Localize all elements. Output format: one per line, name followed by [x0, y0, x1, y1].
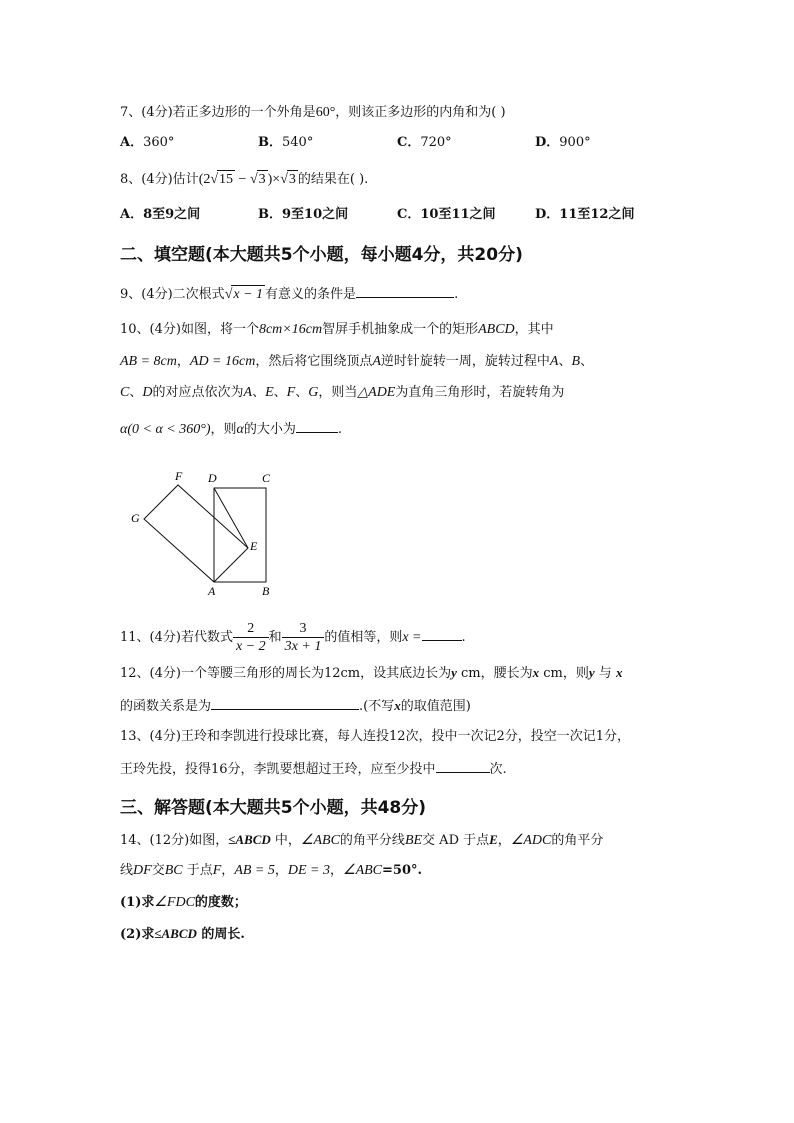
- question-14-part-1: [120, 894, 247, 912]
- q12-var: x: [615, 665, 623, 680]
- q14-math: AB = 5: [234, 863, 275, 878]
- rectangle-aefg: [144, 485, 248, 582]
- q8-minus: −: [235, 172, 250, 187]
- q8-radicand-2: 3: [258, 172, 266, 187]
- question-13-line-2: [120, 759, 507, 779]
- q10-math: G: [308, 385, 319, 400]
- q12-answer-blank[interactable]: [211, 696, 359, 710]
- section-2-title: 二、填空题(本大题共5个小题，每小题4分，共20分): [120, 245, 523, 265]
- label-e: E: [250, 539, 258, 553]
- q7-option-c: [397, 134, 452, 152]
- fraction-numerator: 2: [233, 620, 269, 638]
- q11-fraction-1: [233, 620, 269, 655]
- q12-text: 的函数关系是为: [120, 699, 212, 714]
- q7-text-end: ，则该正多边形的内角和为( ): [335, 105, 506, 120]
- question-8: [120, 170, 368, 189]
- option-letter: D．: [535, 207, 560, 222]
- label-f: F: [175, 469, 183, 483]
- option-value: 540°: [282, 135, 314, 150]
- q8-expr-close: )×: [267, 172, 281, 187]
- q10-math: ABCD: [478, 322, 515, 337]
- q12-var: y: [451, 665, 457, 680]
- q11-answer-blank[interactable]: [422, 627, 462, 641]
- q10-math: α: [236, 422, 244, 437]
- option-letter: C．: [397, 207, 421, 222]
- label-b: B: [262, 584, 270, 598]
- fraction-numerator: 3: [282, 620, 325, 638]
- option-letter: C．: [397, 135, 421, 150]
- q14-text: ，: [274, 863, 288, 878]
- q10-math: A: [243, 385, 253, 400]
- q14-text: (1)求: [120, 895, 155, 910]
- question-10-line-2: [120, 353, 593, 371]
- q14-math: F: [212, 863, 222, 878]
- label-c: C: [262, 471, 271, 485]
- option-value: 8至9之间: [143, 207, 201, 222]
- q14-math: ∠ADC: [510, 833, 552, 848]
- q10-answer-blank[interactable]: [296, 419, 338, 433]
- q8-option-a: [120, 206, 200, 224]
- fraction-denominator: x − 2: [235, 639, 266, 654]
- section-3-title: 三、解答题(本大题共5个小题，共48分): [120, 798, 427, 818]
- segment-de: [214, 488, 248, 548]
- q8-text: 8、(4分)估计: [120, 172, 199, 187]
- q10-text: 、: [273, 385, 287, 400]
- q14-text: 交: [151, 863, 165, 878]
- q14-math: ∠ABC: [300, 833, 340, 848]
- option-value: 10至11之间: [420, 207, 496, 222]
- q13-text: 次.: [489, 762, 507, 777]
- q10-text: ，则当: [318, 385, 358, 400]
- q11-text: 的值相等，则: [324, 630, 403, 645]
- q14-text: 的角平分线: [339, 833, 405, 848]
- q10-text: 、: [129, 385, 143, 400]
- q14-text: 线: [120, 863, 134, 878]
- q10-text: ，则: [210, 422, 237, 437]
- q11-text: 11、(4分)若代数式: [120, 630, 233, 645]
- q9-answer-blank[interactable]: [356, 284, 454, 298]
- q10-text: 智屏手机抽象成一个的矩形: [322, 322, 479, 337]
- q14-math: BC: [164, 863, 183, 878]
- q14-math: ∠FDC: [154, 895, 195, 910]
- option-letter: D．: [535, 135, 560, 150]
- q10-text: ，其中: [514, 322, 554, 337]
- q10-math: 8cm×16cm: [258, 322, 323, 337]
- q14-math: ≤ABCD: [154, 926, 197, 941]
- option-value: 11至12之间: [559, 207, 635, 222]
- q10-math: D: [142, 385, 153, 400]
- q8-expression: (2√15 − √3 )×√3: [198, 172, 296, 187]
- question-10-line-4: [120, 419, 342, 439]
- q12-text: 12、(4分)一个等腰三角形的周长为12cm，设其底边长为: [120, 666, 452, 681]
- q10-math: B: [571, 354, 581, 369]
- q10-text: 逆时针旋转一周，旋转过程中: [380, 354, 550, 369]
- q9-radicand: x − 1: [233, 287, 264, 302]
- q10-math: △ADE: [357, 385, 396, 400]
- q8-option-b: [258, 206, 348, 224]
- q14-math: DE = 3: [287, 863, 330, 878]
- q12-text: cm，则: [539, 666, 589, 681]
- q7-option-d: [535, 134, 591, 152]
- q10-text: 、: [295, 385, 309, 400]
- q12-text: 与: [594, 666, 616, 681]
- option-letter: A．: [120, 135, 144, 150]
- question-7: [120, 104, 506, 122]
- option-value: 900°: [559, 135, 591, 150]
- question-10-line-3: [120, 384, 564, 402]
- q10-math: E: [265, 385, 274, 400]
- question-12-line-1: [120, 664, 622, 683]
- q13-text: 王玲先投，投得16分，李凯要想超过王玲，应至少投中: [120, 762, 436, 777]
- q12-text: .(不写: [359, 699, 395, 714]
- label-d: D: [208, 471, 217, 485]
- q8-option-c: [397, 206, 496, 224]
- q9-end: .: [454, 287, 459, 302]
- question-14-line-2: [120, 862, 422, 880]
- q13-answer-blank[interactable]: [436, 759, 490, 773]
- q11-end: .: [461, 630, 466, 645]
- q14-text: 于点: [182, 863, 213, 878]
- q10-math: F: [286, 385, 296, 400]
- option-letter: B．: [258, 135, 282, 150]
- q10-text: ，然后将它围绕顶点: [255, 354, 373, 369]
- question-14-line-1: [120, 831, 603, 850]
- question-10-line-1: [120, 321, 554, 339]
- q7-option-b: [258, 134, 313, 152]
- q8-radicand-1: 15: [219, 172, 234, 187]
- q9-radical: √x − 1: [224, 287, 264, 302]
- q10-text: ，: [176, 354, 190, 369]
- question-12-line-2: [120, 696, 471, 716]
- q14-text: 的角平分: [551, 833, 604, 848]
- q7-angle: 60°: [315, 105, 336, 120]
- question-13-line-1: 13、(4分)王玲和李凯进行投球比赛，每人连投12次，投中一次记2分，投空一次记1分，: [120, 729, 631, 744]
- label-a: A: [208, 584, 216, 598]
- q10-math: A: [372, 354, 381, 369]
- q14-text: 的周长.: [196, 927, 245, 942]
- q14-text: 中，: [270, 833, 301, 848]
- q8-radicand-3: 3: [288, 172, 296, 187]
- q14-math: DF: [133, 863, 152, 878]
- q10-figure: [120, 462, 290, 602]
- q14-text: 交 AD 于点: [422, 833, 490, 848]
- question-9: [120, 284, 458, 304]
- q10-text: 10、(4分)如图，将一个: [120, 322, 259, 337]
- q9-text: 9、(4分)二次根式: [120, 287, 225, 302]
- q14-text: =50°.: [382, 863, 423, 878]
- q7-text: 7、(4分)若正多边形的一个外角是: [120, 105, 316, 120]
- q12-var: x: [532, 665, 540, 680]
- q14-math: E: [489, 832, 498, 847]
- option-value: 9至10之间: [282, 207, 349, 222]
- q14-math: ∠ABC: [343, 863, 383, 878]
- q12-text: cm，腰长为: [456, 666, 533, 681]
- q8-expr-open: (2: [198, 172, 211, 187]
- q10-text: 、: [558, 354, 572, 369]
- q7-option-a: [120, 134, 174, 152]
- q8-text-end: 的结果在( ).: [297, 172, 369, 187]
- q10-math: C: [120, 385, 130, 400]
- q9-text-mid: 有意义的条件是: [265, 287, 357, 302]
- option-letter: A．: [120, 207, 144, 222]
- q14-text: ，: [497, 833, 511, 848]
- q10-text: 的大小为: [243, 422, 296, 437]
- q8-option-d: [535, 206, 634, 224]
- q10-math: AD = 16cm: [189, 354, 256, 369]
- q14-text: (2)求: [120, 927, 155, 942]
- q10-text: 为直角三角形时，若旋转角为: [395, 385, 565, 400]
- q12-var: y: [588, 665, 595, 680]
- q12-text: 的取值范围): [400, 699, 471, 714]
- fraction-denominator: 3x + 1: [284, 639, 322, 654]
- q14-math: ≤ABCD: [228, 832, 271, 847]
- q11-var: x =: [402, 630, 422, 645]
- label-g: G: [131, 511, 140, 525]
- q14-math: BE: [404, 833, 423, 848]
- q11-fraction-2: [282, 620, 325, 655]
- option-value: 360°: [143, 135, 175, 150]
- q14-text: 的度数；: [194, 895, 247, 910]
- q14-text: ，: [221, 863, 235, 878]
- option-letter: B．: [258, 207, 282, 222]
- option-value: 720°: [420, 135, 452, 150]
- q12-var: x: [394, 698, 401, 713]
- q10-text: 、: [580, 354, 594, 369]
- q14-text: 14、(12分)如图，: [120, 833, 229, 848]
- question-14-part-2: [120, 925, 245, 944]
- q11-text: 和: [268, 630, 282, 645]
- q10-math: A: [549, 354, 559, 369]
- question-11: [120, 618, 466, 658]
- q10-math: AB = 8cm: [120, 354, 177, 369]
- q14-text: ，: [330, 863, 344, 878]
- q10-end: .: [337, 422, 343, 437]
- q10-text: 、: [252, 385, 266, 400]
- q10-math: α(0 < α < 360°): [120, 422, 211, 437]
- q10-text: 的对应点依次为: [152, 385, 244, 400]
